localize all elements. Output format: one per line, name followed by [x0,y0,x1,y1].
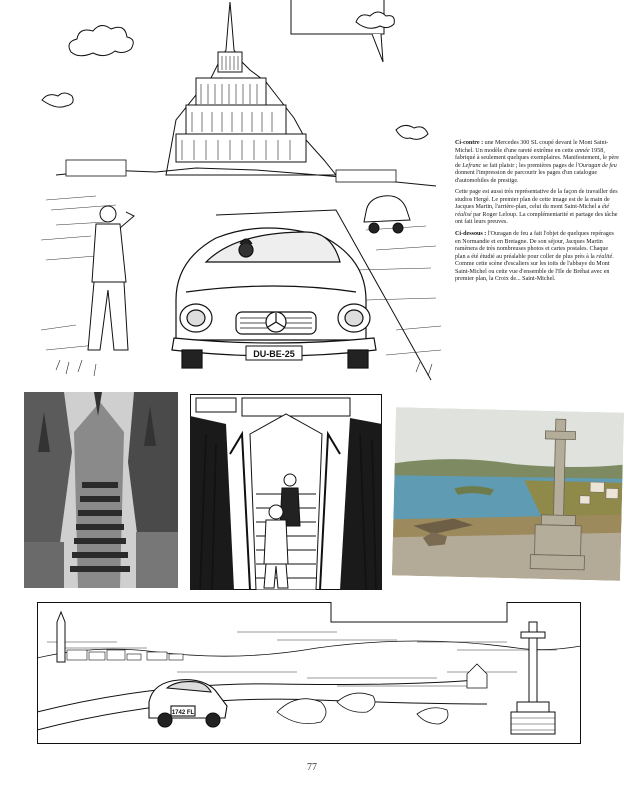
illustration-abbey-stairs-scene [190,394,382,590]
caption-column [455,140,620,288]
speech-balloon [331,602,507,622]
page-number: 77 [307,762,317,773]
caption-paragraph-studio: Cette page est aussi très représentative de la façon de travailler des studios Hergé. Le premier plan de cette image est de la main de Jacques Martin, l'arrière-plan, celui du mont Saint-Michel a été réalisé par Roger Leloup. La complémentarité et partage des tâche ont fait leurs preuves. [455,189,618,226]
illustration-brehat-road [37,602,581,744]
license-plate: 1742 FL [171,710,195,716]
caption-ci-dessous: Ci-dessous : l'Ouragan de feu a fait l'objet de quelques repérages en Normandie et en Bretagne. De son séjour, Jacques Martin ramènera de très nombreuses photos et cartes postales. Chaque plan a été étudié au préalable pour coller de plus près à la réalité. Comme cette scène d'escaliers sur les toits de l'abbaye du Mont Saint-Michel ou cette vue d'ensemble de l'Ile de Bréhat avec en premier plan, la Croix de... Saint-Michel. [455,231,614,283]
photo-abbey-stairs [24,392,178,588]
speech-balloon [242,398,350,416]
photo-brehat-cross [392,407,624,581]
illustration-mont-saint-michel-mercedes [36,0,446,383]
license-plate: DU-BE-25 [253,349,295,359]
caption-ci-contre: Ci-contre : une Mercedes 300 SL coupé devant le Mont Saint-Michel. Un modèle d'une rareté extrême en cette année 1958, fabriqué à seulement quelques exemplaires. Manifestement, le père de Lefranc se fait plaisir ; les premières pages de l'Ouragan de feu donnent l'impression de parcourir les pages d'un catalogue d'automobiles de prestige. [455,140,619,184]
